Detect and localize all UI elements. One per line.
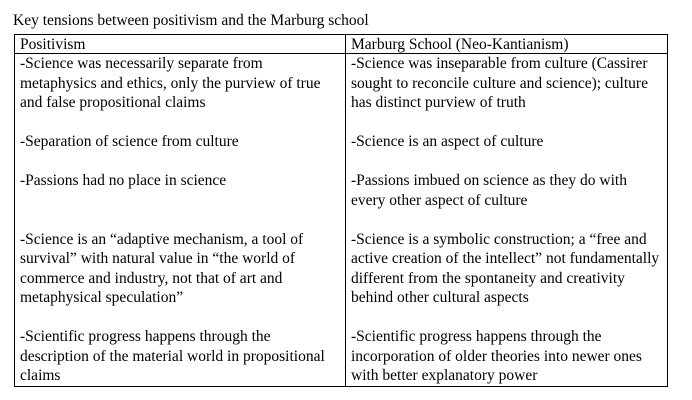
comparison-table xyxy=(14,34,668,387)
table-row xyxy=(15,54,668,387)
marburg-entry: -Science is an aspect of culture xyxy=(351,133,544,150)
column-header-marburg: Marburg School (Neo-Kantianism) xyxy=(346,35,668,54)
column-header-positivism: Positivism xyxy=(15,35,346,54)
positivism-entry: -Passions had no place in science xyxy=(20,172,227,189)
table-caption: Key tensions between positivism and the Marburg school xyxy=(13,12,369,29)
marburg-entry: -Scientific progress happens through the incorporation of older theories into newer ones with better explanatory power xyxy=(351,328,642,384)
positivism-entry: -Scientific progress happens through the description of the material world in propositional claims xyxy=(20,328,325,384)
marburg-entry: -Science is a symbolic construction; a “free and active creation of the intellect” not fundamentally different from the spontaneity and creativity behind other cultural aspects xyxy=(351,230,660,306)
marburg-entry: -Passions imbued on science as they do with every other aspect of culture xyxy=(351,172,627,209)
table-header-row xyxy=(15,35,668,54)
positivism-entry: -Science was necessarily separate from metaphysics and ethics, only the purview of true and false propositional claims xyxy=(20,55,321,111)
positivism-entry: -Science is an “adaptive mechanism, a tool of survival” with natural value in “the world of commerce and industry, not that of art and metaphysical speculation” xyxy=(20,230,304,306)
marburg-entry: -Science was inseparable from culture (Cassirer sought to reconcile culture and science); culture has distinct purview of truth xyxy=(351,55,648,111)
positivism-cell xyxy=(15,54,346,387)
marburg-cell xyxy=(346,54,668,387)
positivism-entry: -Separation of science from culture xyxy=(20,133,239,150)
